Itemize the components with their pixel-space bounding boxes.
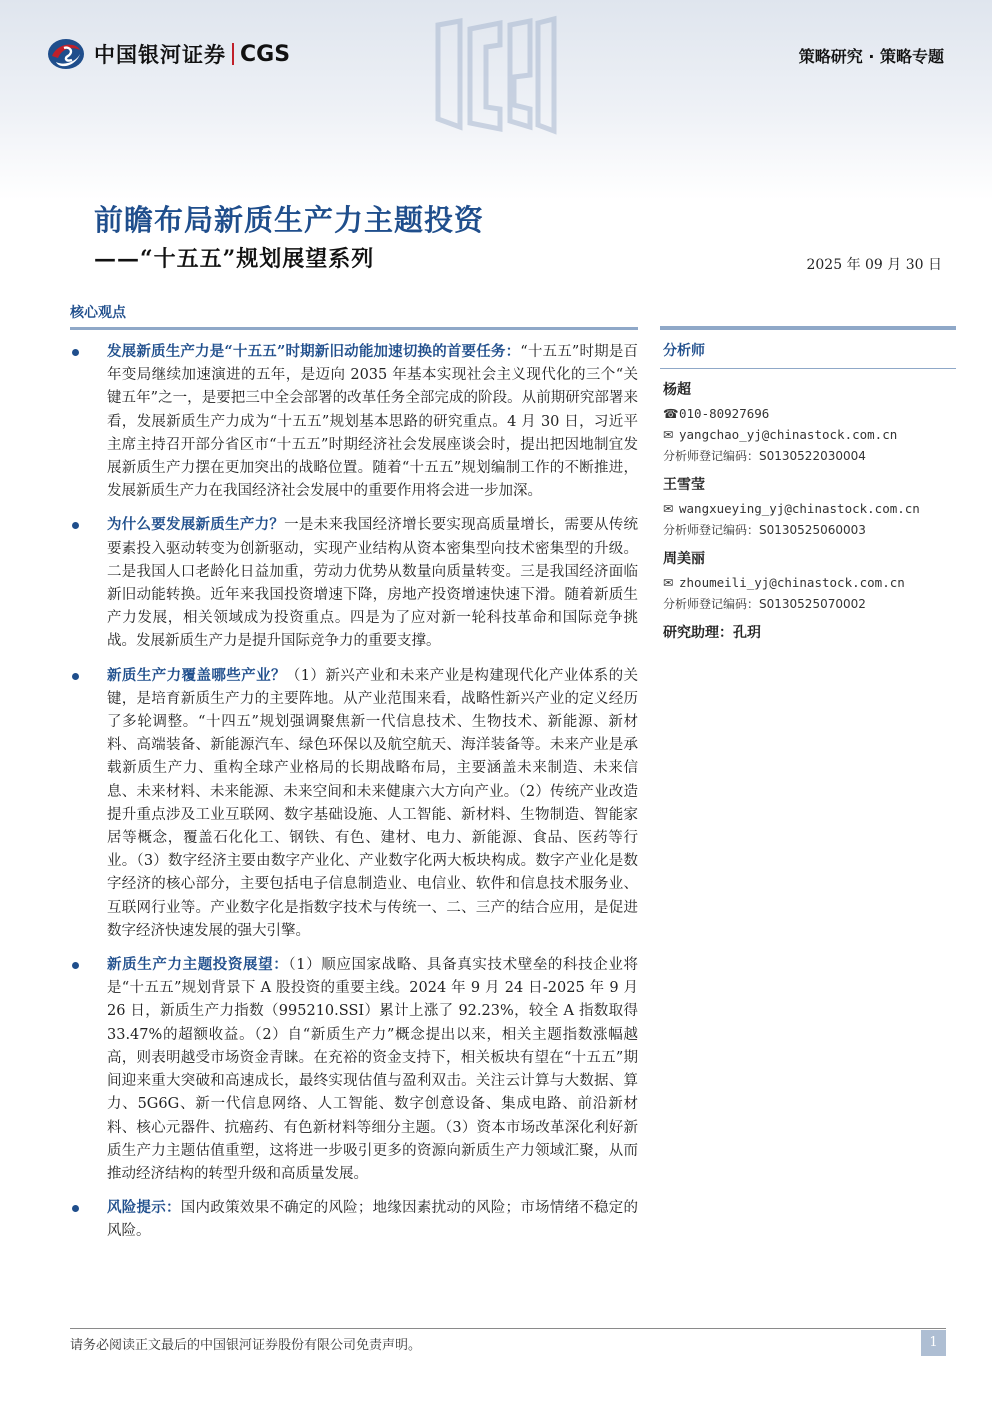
phone-icon: ☎	[663, 406, 679, 421]
analyst-panel-header: 分析师	[660, 330, 956, 369]
analyst-registration	[663, 447, 956, 464]
analyst-reg-code: S0130525060003	[759, 523, 866, 537]
brand-logo	[46, 36, 290, 72]
analyst-registration	[663, 521, 956, 538]
analyst-name: 杨超	[663, 382, 691, 398]
analyst-reg-code: S0130522030004	[759, 449, 866, 463]
research-assistant	[663, 622, 956, 642]
analyst-email-link[interactable]: zhoumeili_yj@chinastock.com.cn	[679, 575, 905, 590]
core-bullet	[70, 1196, 638, 1243]
analyst-email	[663, 500, 956, 517]
bullet-dot-icon	[72, 1205, 79, 1212]
report-date: 2025 年 09 月 30 日	[806, 257, 942, 273]
bullet-text: 国内政策效果不确定的风险；地缘因素扰动的风险；市场情绪不稳定的风险。	[107, 1200, 639, 1240]
bullet-lead: 发展新质生产力是“十五五”时期新旧动能加速切换的首要任务：	[107, 343, 521, 360]
bullet-text: “十五五”时期是百年变局继续加速演进的五年，是迈向 2035 年基本实现社会主义现代化的三个“关键五年”之一，是要把三中全会部署的改革任务全部完成的阶段。从前期研究部署来看，发展新质生产力成为“十五五”规划基本思路的研究重点。4 月 30 日，习近平主席主持召开部分省区市“十五五”时期经济社会发展座谈会时，提出把因地制宜发展新质生产力摆在更加突出的战略位置。随着“十五五”规划编制工作的不断推进，发展新质生产力在我国经济社会发展中的重要作用将会进一步加深。	[107, 344, 638, 500]
cgs-logo-icon	[46, 36, 86, 72]
analyst-reg-label: 分析师登记编码：	[663, 597, 760, 611]
core-bullet	[70, 664, 638, 943]
bullet-text: 一是未来我国经济增长要实现高质量增长，需要从传统要素投入驱动转变为创新驱动，实现产业结构从资本密集型向技术密集型的升级。二是我国人口老龄化日益加重，劳动力优势从数量向质量转变。三是我国经济面临新旧动能转换。近年来我国投资增速下降，房地产投资增速快速下滑。随着新质生产力发展，相关领域成为投资重点。四是为了应对新一轮科技革命和国际竞争挑战。发展新质生产力是提升国际竞争力的重要支撑。	[107, 517, 639, 650]
bullet-dot-icon	[72, 349, 79, 356]
analyst-email	[663, 574, 956, 591]
analyst-reg-label: 分析师登记编码：	[663, 523, 760, 537]
bullet-text: （1）顺应国家战略、具备真实技术壁垒的科技企业将是“十五五”规划背景下 A 股投资的重要主线。2024 年 9 月 24 日-2025 年 9 月 26 日，新质生产力指数（995210.SSI）累计上涨了 92.23%，较全 A 指数取得 33.47%的超额收益。（2）自“新质生产力”概念提出以来，相关主题指数涨幅越高，则表明越受市场资金青睐。在充裕的资金支持下，相关板块有望在“十五五”期间迎来重大突破和高速成长，最终实现估值与盈利双击。关注云计算与大数据、算力、5G6G、新一代信息网络、人工智能、数字创意设备、集成电路、前沿新材料、核心元器件、抗癌药、有色新材料等细分主题。（3）资本市场改革深化利好新质生产力主题估值重塑，这将进一步吸引更多的资源向新质生产力领域汇聚，从而推动经济结构的转型升级和高质量发展。	[107, 957, 639, 1182]
footer-disclaimer: 请务必阅读正文最后的中国银河证券股份有限公司免责声明。	[70, 1338, 422, 1353]
analyst-reg-label: 分析师登记编码：	[663, 449, 760, 463]
page-number: 1	[921, 1330, 946, 1356]
brand-separator	[232, 43, 234, 65]
analyst-email	[663, 426, 956, 443]
core-bullet	[70, 340, 638, 503]
report-category: 策略研究 · 策略专题	[798, 47, 944, 66]
bullet-text: （1）新兴产业和未来产业是构建现代化产业体系的关键，是培育新质生产力的主要阵地。从产业范围来看，战略性新兴产业的定义经历了多轮调整。“十四五”规划强调聚焦新一代信息技术、生物技术、新能源、新材料、高端装备、新能源汽车、绿色环保以及航空航天、海洋装备等。未来产业是承载新质生产力、重构全球产业格局的长期战略布局，主要涵盖未来制造、未来信息、未来材料、未来能源、未来空间和未来健康六大方向产业。（2）传统产业改造提升重点涉及工业互联网、数字基础设施、人工智能、新材料、生物制造、智能家居等概念，覆盖石化化工、钢铁、有色、建材、电力、新能源、食品、医药等行业。（3）数字经济主要由数字产业化、产业数字化两大板块构成。数字产业化是数字经济的核心部分，主要包括电子信息制造业、电信业、软件和信息技术服务业、互联网行业等。产业数字化是指数字技术与传统一、二、三产的结合应用，是促进数字经济快速发展的强大引擎。	[107, 667, 638, 939]
bullet-dot-icon	[72, 673, 79, 680]
bullet-lead: 新质生产力覆盖哪些产业？	[107, 666, 286, 684]
assistant-label: 研究助理：	[663, 625, 733, 641]
email-icon: ✉	[663, 427, 674, 442]
analyst-email-link[interactable]: wangxueying_yj@chinastock.com.cn	[679, 501, 920, 516]
footer-divider	[70, 1328, 946, 1329]
analyst-registration	[663, 595, 956, 612]
core-views-list	[70, 340, 638, 1254]
analyst-email-link[interactable]: yangchao_yj@chinastock.com.cn	[679, 427, 898, 442]
bullet-dot-icon	[72, 522, 79, 529]
analyst-panel	[660, 326, 956, 642]
bullet-lead: 风险提示：	[107, 1199, 181, 1217]
analyst-name: 周美丽	[663, 551, 705, 567]
brand-abbr: CGS	[240, 41, 291, 67]
brand-name: 中国银河证券	[94, 43, 226, 67]
analyst-name: 王雪莹	[663, 477, 705, 493]
analyst-phone-number: 010-80927696	[679, 406, 770, 421]
report-subtitle: ——“十五五”规划展望系列	[94, 246, 375, 272]
email-icon: ✉	[663, 575, 674, 590]
email-icon: ✉	[663, 501, 674, 516]
core-views-label: 核心观点	[70, 305, 126, 321]
bullet-lead: 新质生产力主题投资展望：	[107, 956, 289, 974]
core-bullet	[70, 953, 638, 1186]
assistant-name: 孔玥	[733, 625, 761, 641]
analyst-reg-code: S0130525070002	[759, 597, 866, 611]
core-views-divider	[70, 327, 638, 330]
report-title: 前瞻布局新质生产力主题投资	[94, 203, 485, 237]
bullet-dot-icon	[72, 962, 79, 969]
analyst-phone	[663, 405, 956, 422]
bullet-lead: 为什么要发展新质生产力？	[107, 516, 285, 534]
core-bullet	[70, 513, 638, 653]
cgs-watermark-logo	[430, 15, 560, 135]
